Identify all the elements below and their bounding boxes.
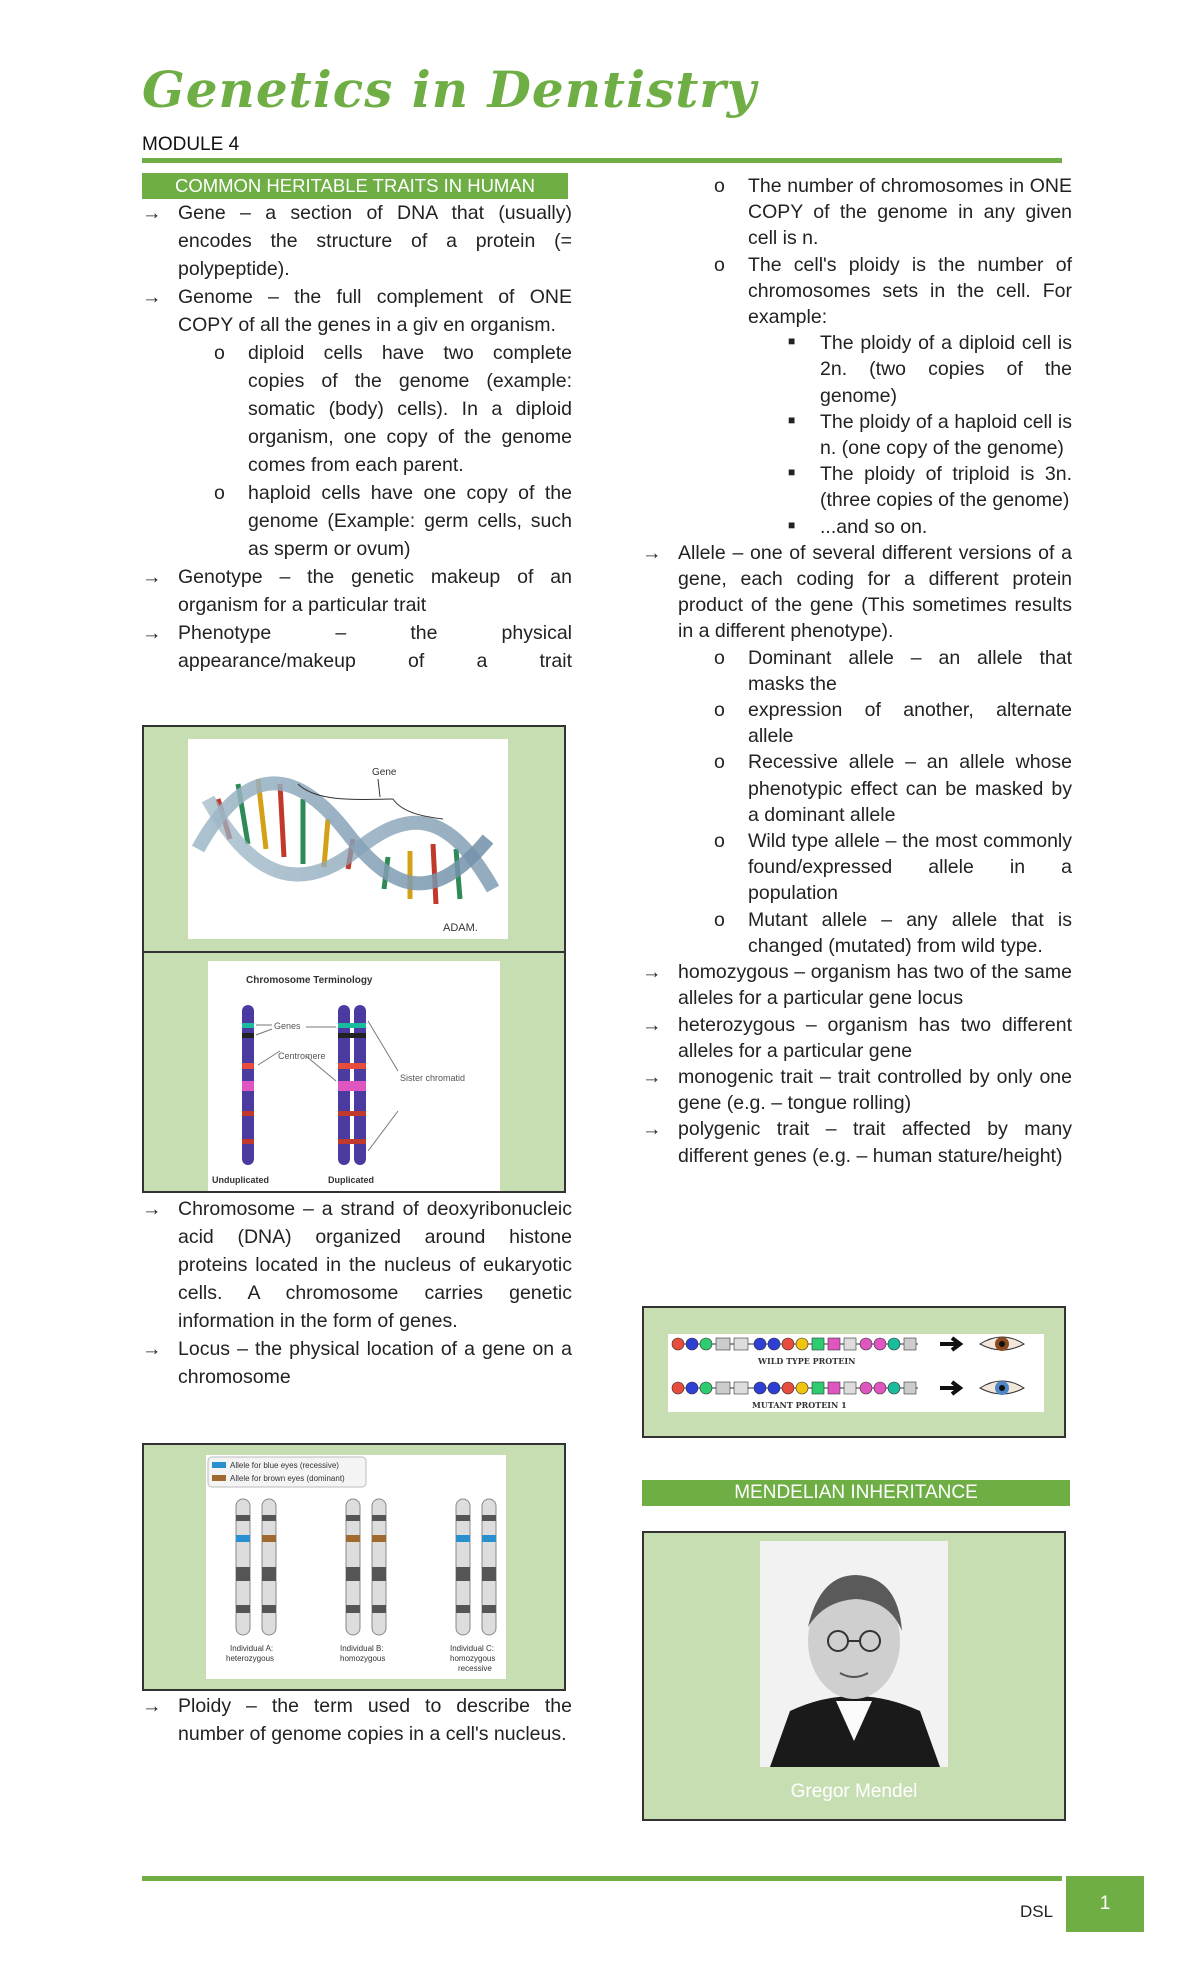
circle-bullet: o [214,342,225,364]
circle-bullet: o [714,699,725,722]
figure-dna [142,725,566,955]
figure-protein [642,1306,1066,1438]
centromere-label: Centromere [278,1051,326,1061]
blue-eye-icon [980,1381,1024,1395]
header-rule [142,158,1062,163]
def-ploidy: → Ploidy – the term used to describe the number of genome copies in a cell's nucleus. [142,1692,572,1748]
circle-bullet: o [714,175,725,197]
def-allele: → Allele – one of several different versions of a gene, each coding for a different protein product of the gene (This sometimes results in a different phenotype). [642,541,1072,643]
ploidy-sub-sets: o The cell's ploidy is the number of chromosomes sets in the cell. For example: [714,253,1072,329]
individual-a-type: heterozygous [226,1654,275,1663]
arrow-bullet: → [142,286,162,308]
allele-mutant: o Mutant allele – any allele that is changed (mutated) from wild type. [714,908,1072,957]
def-homozygous: → homozygous – organism has two of the same alleles for a particular gene locus [642,961,1072,1010]
allele-chromosomes-image [206,1455,506,1679]
genome-sub-haploid: o haploid cells have one copy of the genome (Example: germ cells, such as sperm or ovum) [142,479,572,563]
ploidy-example-etc: ■ ...and so on. [642,514,1072,540]
arrow-bullet: → [642,1065,662,1088]
allele-recessive: o Recessive allele – an allele whose phenotypic effect can be masked by a dominant allele [714,751,1072,826]
individual-b-label: Individual B: [340,1644,384,1653]
square-bullet: ■ [788,412,796,427]
square-bullet: ■ [788,334,796,349]
def-genome: → Genome – the full complement of ONE COPY of all the genes in a giv en organism. [142,283,572,339]
individual-c-recessive: recessive [458,1664,492,1673]
footer-rule [142,1876,1062,1881]
circle-bullet: o [714,751,725,774]
individual-a-label: Individual A: [230,1644,274,1653]
left-column-middle [142,1195,572,1391]
def-heterozygous: → heterozygous – organism has two different alleles for a particular gene [642,1013,1072,1062]
legend-blue-eyes: Allele for blue eyes (recessive) [230,1461,339,1470]
brown-eye-icon [980,1337,1024,1351]
arrow-bullet: → [642,541,662,564]
def-gene: → Gene – a section of DNA that (usually) encodes the structure of a protein (= polypeptide). [142,199,572,283]
square-bullet: ■ [788,517,796,532]
arrow-bullet: → [142,566,162,588]
def-polygenic: → polygenic trait – trait affected by many different genes (e.g. – human stature/height) [642,1118,1072,1167]
circle-bullet: o [714,830,725,853]
allele-wild-type: o Wild type allele – the most commonly found/expressed allele in a population [714,830,1072,905]
def-phenotype: → Phenotype – the physical appearance/makeup of a trait [142,619,572,675]
arrow-bullet: → [642,961,662,984]
figure-chromosome [142,951,566,1193]
duplicated-label: Duplicated [328,1175,375,1185]
arrow-bullet: → [142,1695,162,1717]
mendel-caption: Gregor Mendel [790,1781,918,1802]
arrow-bullet: → [642,1013,662,1036]
circle-bullet: o [714,908,725,931]
def-chromosome: → Chromosome – a strand of deoxyribonucleic acid (DNA) organized around histone proteins located in the nucleus of eukaryotic cells. A chromosome carries genetic information in the form of genes. [142,1195,572,1335]
def-locus: → Locus – the physical location of a gene on a chromosome [142,1335,572,1391]
right-column [642,173,1072,1169]
def-monogenic: → monogenic trait – trait controlled by only one gene (e.g. – tongue rolling) [642,1065,1072,1115]
page-title: Genetics in Dentistry [142,60,757,119]
module-label: MODULE 4 [142,134,240,155]
chromosome-terminology-title: Chromosome Terminology [246,975,373,986]
individual-c-type: homozygous [450,1654,496,1663]
adam-credit: ADAM. [443,922,478,934]
mutant-protein-label: MUTANT PROTEIN 1 [752,1400,847,1410]
page-number: 1 [1066,1876,1144,1932]
arrow-bullet: → [142,202,162,224]
gene-label: Gene [372,767,397,778]
circle-bullet: o [214,482,225,504]
footer-org: DSL [1020,1902,1054,1921]
ploidy-sub-n: o The number of chromosomes in ONE COPY of the genome in any given cell is n. [714,175,1072,250]
dna-helix-icon [188,739,508,939]
chromosome-terminology-image [208,961,500,1191]
section-heading-mendelian: MENDELIAN INHERITANCE [642,1480,1070,1506]
ploidy-example-diploid: ■ The ploidy of a diploid cell is 2n. (two copies of the genome) [642,330,1072,409]
figure-mendel [642,1531,1066,1821]
square-bullet: ■ [788,465,796,480]
genome-sub-diploid: o diploid cells have two complete copies of the genome (example: somatic (body) cells). In a diploid organism, one copy of the genome comes from each parent. [142,339,572,479]
figure-alleles [142,1443,566,1691]
wild-type-protein-label: WILD TYPE PROTEIN [758,1356,856,1366]
left-column-bottom [142,1692,572,1748]
dna-helix-image [188,739,508,939]
arrow-bullet: → [142,1338,162,1360]
allele-expression: o expression of another, alternate allele [714,699,1072,748]
legend-brown-eyes: Allele for brown eyes (dominant) [230,1474,345,1483]
def-genotype: → Genotype – the genetic makeup of an organism for a particular trait [142,563,572,619]
protein-eye-image [668,1334,1044,1412]
genes-label: Genes [274,1021,301,1031]
arrow-right-icon [940,1338,960,1394]
unduplicated-label: Unduplicated [212,1175,270,1185]
individual-b-type: homozygous [340,1654,386,1663]
sister-chromatid-label: Sister chromatid [400,1073,466,1083]
mendel-portrait [760,1541,948,1767]
arrow-bullet: → [142,1198,162,1220]
arrow-bullet: → [142,622,162,644]
ploidy-example-haploid: ■ The ploidy of a haploid cell is n. (one copy of the genome) [642,409,1072,461]
left-column [142,173,572,675]
arrow-bullet: → [642,1118,662,1141]
circle-bullet: o [714,646,725,669]
section-heading-traits: COMMON HERITABLE TRAITS IN HUMAN [142,173,568,199]
circle-bullet: o [714,253,725,276]
ploidy-example-triploid: ■ The ploidy of triploid is 3n. (three copies of the genome) [642,461,1072,513]
allele-dominant: o Dominant allele – an allele that masks the [714,646,1072,695]
individual-c-label: Individual C: [450,1644,495,1653]
